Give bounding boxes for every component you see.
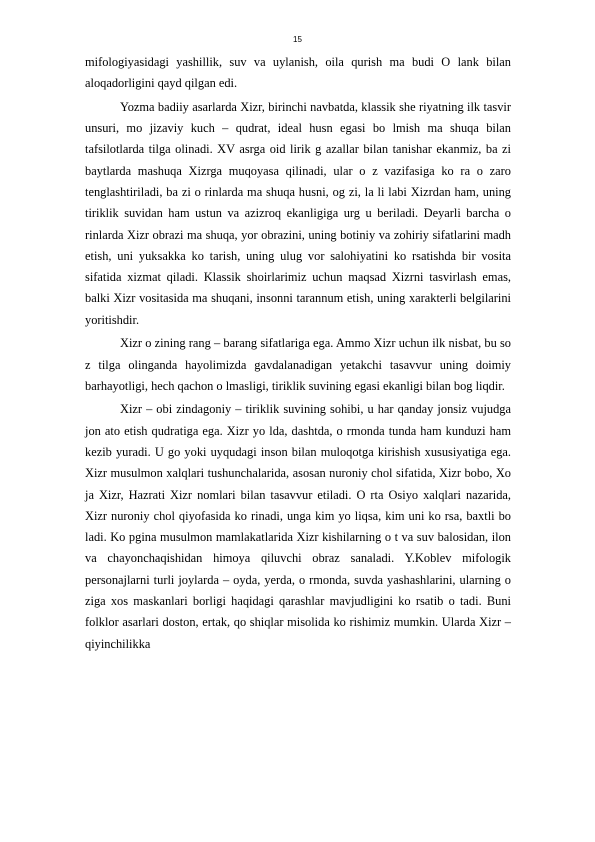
paragraph-2: Yozma badiiy asarlarda Xizr, birinchi navbatda, klassik she riyatning ilk tasvir unsuri, mo jizaviy kuch – qudrat, ideal husn egasi bo lmish ma shuqa bilan tafsilotlarda tilga olinadi. XV asrga oid lirik g azallar bilan tanishar ekanmiz, ba zi baytlarda mashuqa Xizrga muqoyasa qilinadi, ular o z vazifasiga ko ra o zaro tenglashtiriladi, ba zi o rinlarda ma shuqa husni, og zi, la li labi Xizrdan ham, uning tiriklik suvidan ham ustun va azizroq ekanligiga urg u beriladi. Deyarli barcha o rinlarda Xizr obrazi ma shuqa, yor obrazini, uning botiniy va zohiriy sifatlarini madh etish, uni yuksakka ko tarish, uning ulug vor salohiyatini ko rsatishda bir vosita sifatida xizmat qiladi. Klassik shoirlarimiz uchun maqsad Xizrni tasvirlash emas, balki Xizr vositasida ma shuqani, insonni tarannum etish, uning xarakterli belgilarini yoritishdir. [85, 99, 511, 327]
paragraph-3: Xizr o zining rang – barang sifatlariga ega. Ammo Xizr uchun ilk nisbat, bu so z tilga olinganda hayolimizda gavdalanadigan yetakchi tasavvur uning doimiy barhayotligi, hech qachon o lmasligi, tiriklik suvining egasi ekanligi bilan bog liqdir. [85, 336, 511, 393]
body-text [85, 52, 511, 657]
paragraph-1: mifologiyasidagi yashillik, suv va uylanish, oila qurish ma budi O lank bilan aloqadorligini qayd qilgan edi. [85, 55, 511, 91]
page-number: 15 [293, 35, 302, 44]
paragraph-4: Xizr – obi zindagoniy – tiriklik suvining sohibi, u har qanday jonsiz vujudga jon ato etish qudratiga ega. Xizr yo lda, dashtda, o rmonda tunda ham kunduzi ham kezib yuradi. U go yoki uyqudagi inson bilan muloqotga kirishish xususiyatiga ega. Xizr musulmon xalqlari tushunchalarida, asosan nuroniy chol sifatida, Xizr bobo, Xo ja Xizr, Hazrati Xizr nomlari bilan tasavvur etiladi. O rta Osiyo xalqlari nazarida, Xizr nuroniy chol qiyofasida ko rinadi, unga kim yo liqsa, kim uni ko rsa, baxtli bo ladi. Ko pgina musulmon mamlakatlarida Xizr kishilarning o t va suv balosidan, ilon va chayonchaqishidan himoya qiluvchi obraz sanaladi. Y.Koblev mifologik personajlarni turli joylarda – oyda, yerda, o rmonda, suvda yashashlarini, ularning o ziga xos maskanlari borligi haqidagi qarashlar mavjudligini ko rsatib o tadi. Buni folklor asarlari doston, ertak, qo shiqlar misolida ko rishimiz mumkin. Ularda Xizr – qiyinchilikka [85, 402, 511, 651]
